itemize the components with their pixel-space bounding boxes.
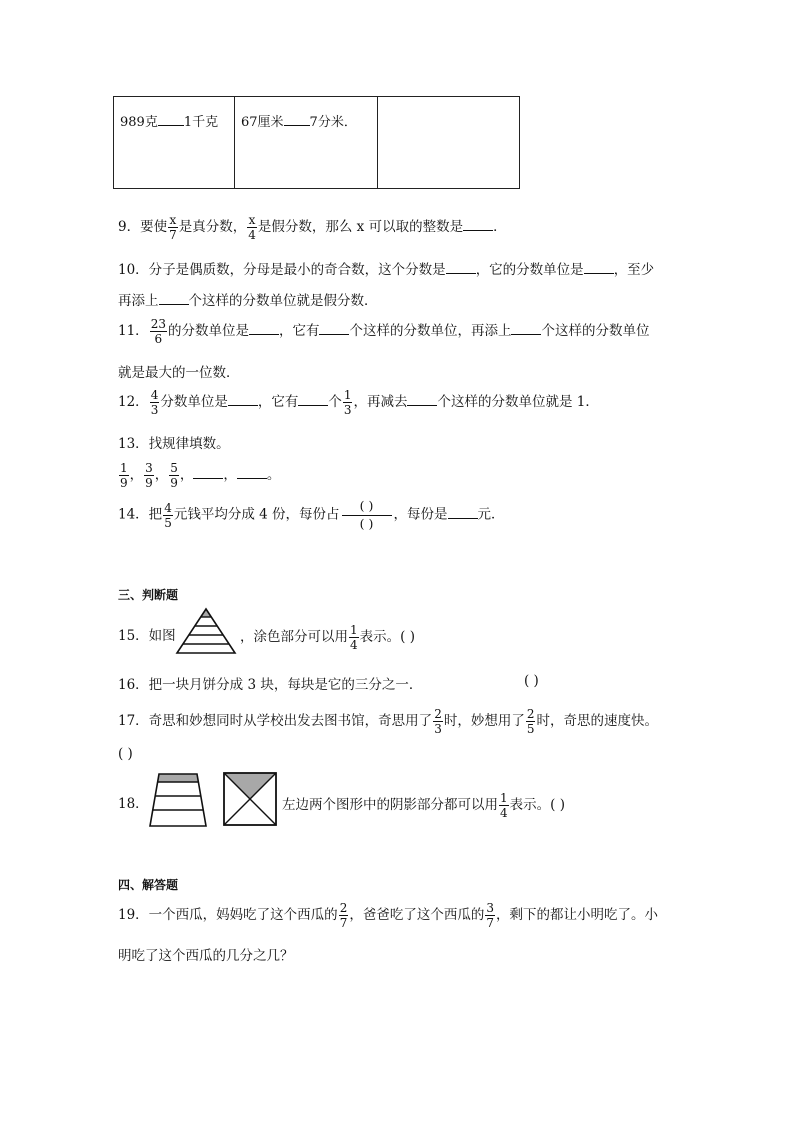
fraction-denominator: 6: [154, 332, 163, 346]
separator: ，: [223, 467, 237, 483]
answer-blank[interactable]: [193, 466, 223, 479]
fraction-numerator: 3: [145, 461, 153, 475]
question-17: [118, 708, 658, 735]
fraction: [163, 502, 173, 529]
separator: ，: [154, 467, 169, 483]
fraction-numerator: x: [169, 213, 177, 227]
fraction: [150, 389, 160, 416]
q19-text: ，爸爸吃了这个西瓜的: [349, 907, 485, 923]
fraction-numerator: 1: [343, 388, 352, 402]
answer-blank[interactable]: [446, 261, 476, 274]
q17-text: 17．奇思和妙想同时从学校出发去图书馆，奇思用了: [118, 713, 433, 729]
q11-text: 的分数单位是: [167, 323, 249, 339]
fraction-denominator: 7: [339, 916, 348, 930]
q16-text: 16．把一块月饼分成 3 块，每块是它的三分之一．: [118, 677, 423, 693]
fraction: [433, 708, 443, 735]
question-15-rest: [240, 624, 415, 651]
fraction: [485, 902, 495, 929]
fraction: [119, 462, 129, 489]
q14-text: ，每份是: [393, 506, 448, 523]
fraction-numerator: 3: [486, 901, 494, 915]
fraction-numerator: 2: [526, 707, 535, 721]
q18-answer-paren[interactable]: 表示。( ): [509, 797, 565, 813]
q19-text: 明吃了这个西瓜的几分之几？: [118, 948, 294, 964]
q9-text: 9．要使: [118, 219, 168, 235]
cell-text: 67厘米: [241, 115, 284, 130]
answer-blank[interactable]: [284, 113, 310, 126]
question-13: [118, 432, 230, 452]
fraction-numerator: 23: [150, 317, 166, 331]
fraction-denominator: 3: [150, 403, 159, 417]
q12-text: ，再减去: [353, 394, 408, 410]
fraction-denominator: 4: [500, 806, 508, 820]
fraction-denominator: 9: [145, 476, 153, 490]
question-19-line2: [118, 944, 294, 964]
question-15: [118, 624, 176, 644]
section-heading-judgement: 三、判断题: [118, 588, 179, 602]
fraction-numerator: ( ): [342, 500, 392, 516]
q17-text: 时，奇思的速度快。: [536, 713, 658, 729]
fraction-numerator: 1: [500, 791, 508, 805]
q10-text: ，它的分数单位是: [475, 262, 584, 278]
q10-text: 再添上: [118, 293, 159, 309]
table-cell: [114, 97, 235, 189]
q14-text: 14．把: [118, 506, 163, 523]
q11-text: 个这样的分数单位: [541, 323, 650, 339]
square-figure: [222, 771, 278, 827]
q9-text: ．: [493, 219, 507, 235]
section-heading-solution: 四、解答题: [118, 878, 179, 892]
fraction: [349, 624, 359, 651]
q14-text: 元钱平均分成 4 份，每份占: [173, 506, 340, 523]
q17-text: 时，妙想用了: [443, 713, 525, 729]
q16-answer-paren[interactable]: ( ): [524, 673, 539, 689]
fraction: [343, 389, 353, 416]
q10-text: 个这样的分数单位就是假分数．: [188, 293, 378, 309]
q19-text: ，剩下的都让小明吃了。小: [495, 907, 658, 923]
fraction: [499, 792, 509, 819]
cell-text: 989克: [120, 115, 158, 130]
fraction: [169, 462, 179, 489]
q18-text: 左边两个图形中的阴影部分都可以用: [282, 797, 498, 813]
question-18-rest: [282, 792, 565, 819]
fraction-denominator: 5: [526, 722, 535, 736]
q12-text: 分数单位是: [160, 394, 228, 410]
q12-text: ，它有: [257, 394, 299, 410]
q12-text: 个: [328, 394, 342, 410]
separator: ，: [129, 467, 144, 483]
fraction: [339, 902, 349, 929]
separator: 。: [266, 467, 281, 483]
q13-text: 13．找规律填数。: [118, 436, 230, 452]
q15-answer-paren[interactable]: 表示。( ): [359, 629, 415, 645]
table-cell: [235, 97, 378, 189]
fraction-denominator: 3: [343, 403, 352, 417]
answer-blank[interactable]: [407, 393, 437, 406]
question-9: [118, 214, 507, 241]
q11-text: 11．: [118, 323, 149, 339]
fraction-denominator: 9: [170, 476, 178, 490]
q11-text: 就是最大的一位数．: [118, 365, 240, 381]
q17-answer-paren[interactable]: ( ): [118, 746, 133, 762]
fraction-numerator: x: [248, 213, 256, 227]
shaded-region: [158, 774, 198, 782]
q12-text: 12．: [118, 394, 149, 410]
question-19: [118, 902, 658, 929]
q9-text: 是真分数，: [178, 219, 247, 235]
answer-blank[interactable]: [159, 292, 189, 305]
fraction-denominator: ( ): [359, 515, 374, 531]
q15-text: ，涂色部分可以用: [240, 629, 348, 645]
question-11: [118, 318, 649, 345]
q12-text: 个这样的分数单位就是 1．: [437, 394, 599, 410]
fraction-denominator: 3: [434, 722, 442, 736]
question-16: [118, 673, 422, 693]
q9-text: 是假分数，那么 x 可以取的整数是: [257, 219, 464, 235]
cell-text: 1千克: [183, 115, 219, 130]
answer-blank[interactable]: [448, 506, 478, 519]
answer-blank[interactable]: [584, 261, 614, 274]
question-10: [118, 258, 654, 278]
q14-text: 元．: [477, 506, 505, 523]
question-18: [118, 792, 149, 812]
fraction: [144, 462, 154, 489]
question-10-line2: [118, 289, 378, 309]
fraction: [526, 708, 536, 735]
q19-text: 19．一个西瓜，妈妈吃了这个西瓜的: [118, 907, 338, 923]
shaded-region: [224, 773, 276, 799]
question-13-sequence: [118, 462, 280, 489]
comparison-table: [113, 96, 520, 189]
q11-text: 个这样的分数单位，再添上: [349, 323, 512, 339]
fraction: [247, 214, 257, 241]
answer-blank[interactable]: [249, 322, 279, 335]
fraction-denominator: 9: [120, 476, 128, 490]
fraction-denominator: 4: [350, 638, 358, 652]
separator: ，: [179, 467, 194, 483]
trapezoid-figure: [148, 772, 208, 828]
triangle-figure: [175, 607, 237, 655]
q11-text: ，它有: [278, 323, 320, 339]
fraction-numerator: 2: [339, 901, 348, 915]
fraction-numerator: 1: [120, 461, 128, 475]
question-11-line2: [118, 361, 240, 381]
fraction: [150, 318, 167, 345]
fraction-denominator: 7: [486, 916, 494, 930]
table-cell-empty: [378, 97, 520, 189]
q15-text: 15．如图: [118, 628, 176, 644]
q18-text: 18．: [118, 796, 149, 812]
q10-text: ，至少: [613, 262, 655, 278]
answer-blank[interactable]: [237, 466, 267, 479]
fraction-answer-blank[interactable]: [342, 500, 392, 530]
answer-blank[interactable]: [319, 322, 349, 335]
fraction-numerator: 2: [434, 707, 442, 721]
answer-blank[interactable]: [158, 113, 184, 126]
fraction-denominator: 7: [169, 228, 177, 242]
answer-blank[interactable]: [511, 322, 541, 335]
cell-text: 7分米．: [309, 115, 357, 130]
question-12: [118, 389, 599, 416]
fraction-numerator: 5: [170, 461, 178, 475]
fraction-numerator: 4: [164, 500, 172, 515]
answer-blank[interactable]: [228, 393, 258, 406]
fraction-denominator: 5: [164, 515, 172, 530]
question-14: [118, 500, 505, 530]
answer-blank[interactable]: [298, 393, 328, 406]
fraction: [168, 214, 178, 241]
fraction-numerator: 1: [350, 623, 358, 637]
q10-text: 10．分子是偶质数，分母是最小的奇合数，这个分数是: [118, 262, 446, 278]
fraction-denominator: 4: [248, 228, 256, 242]
fraction-numerator: 4: [150, 388, 159, 402]
answer-blank[interactable]: [463, 218, 493, 231]
